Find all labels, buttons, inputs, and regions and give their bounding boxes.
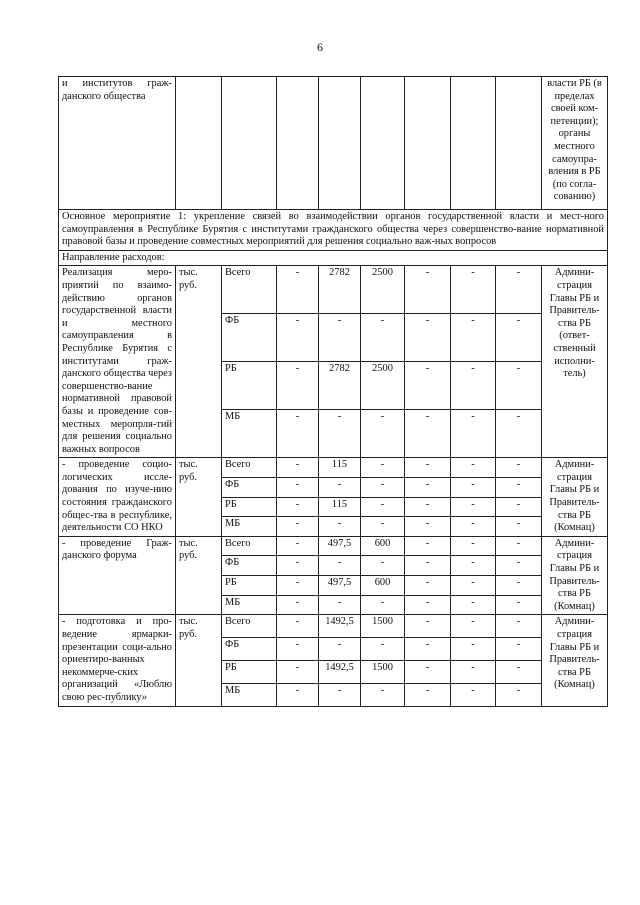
amount-cell: -: [361, 638, 405, 661]
amount-cell: -: [277, 638, 319, 661]
amount-cell: -: [496, 497, 542, 517]
program-table: [58, 76, 608, 707]
amount-cell: -: [496, 314, 542, 362]
funding-source: Всего: [222, 615, 277, 638]
amount-cell: -: [451, 266, 496, 314]
amount-cell: -: [405, 314, 451, 362]
amount-cell: -: [496, 660, 542, 683]
unit-label: тыс. руб.: [176, 615, 222, 706]
amount-cell: -: [496, 517, 542, 537]
empty-cell: [176, 77, 222, 210]
amount-cell: -: [277, 660, 319, 683]
event-description: - проведение социо-логических иссле-дования по изуче-нию состояния гражданского общес-тва в республике, деятельности СО НКО: [59, 458, 176, 537]
amount-cell: -: [319, 556, 361, 576]
funding-source: МБ: [222, 517, 277, 537]
page-number: 6: [317, 40, 323, 54]
amount-cell: -: [405, 660, 451, 683]
amount-cell: -: [451, 576, 496, 596]
funding-row: [59, 615, 608, 638]
amount-cell: -: [496, 362, 542, 410]
continuation-desc: и институтов граж-данского общества: [59, 77, 176, 210]
amount-cell: -: [451, 410, 496, 458]
amount-cell: -: [496, 458, 542, 478]
amount-cell: 115: [319, 458, 361, 478]
amount-cell: -: [451, 556, 496, 576]
funding-source: МБ: [222, 683, 277, 706]
unit-label: тыс. руб.: [176, 266, 222, 458]
amount-cell: -: [361, 497, 405, 517]
amount-cell: -: [451, 458, 496, 478]
empty-cell: [451, 77, 496, 210]
amount-cell: -: [319, 683, 361, 706]
continuation-executor: власти РБ (в пределах своей ком-петенции); органы местного самоупра-вления в РБ (по согла-сованию): [542, 77, 608, 210]
event-description: - проведение Граж-данского форума: [59, 536, 176, 615]
executor: Админи-страция Главы РБ и Правитель-ства РБ (ответ-ственный исполни-тель): [542, 266, 608, 458]
amount-cell: -: [405, 410, 451, 458]
amount-cell: -: [319, 314, 361, 362]
amount-cell: -: [361, 556, 405, 576]
amount-cell: -: [277, 536, 319, 556]
amount-cell: 1500: [361, 615, 405, 638]
amount-cell: -: [405, 536, 451, 556]
amount-cell: -: [277, 477, 319, 497]
direction-label: Направление расходов:: [59, 250, 608, 266]
main-event-text: Основное мероприятие 1: укрепление связей во взаимодействии органов государственной власти и мест-ного самоуправления в Республике Бурятия с институтами гражданского общества через совершенство-вание нормативной правовой базы и проведение совместных мероприятий для решения социально важ-ных вопросов: [59, 210, 608, 251]
funding-source: МБ: [222, 595, 277, 615]
amount-cell: 2500: [361, 362, 405, 410]
amount-cell: -: [277, 556, 319, 576]
amount-cell: -: [319, 477, 361, 497]
amount-cell: 497,5: [319, 576, 361, 596]
amount-cell: -: [451, 660, 496, 683]
amount-cell: 1492,5: [319, 660, 361, 683]
amount-cell: -: [405, 477, 451, 497]
continuation-row: [59, 77, 608, 210]
amount-cell: -: [451, 615, 496, 638]
amount-cell: -: [496, 477, 542, 497]
amount-cell: -: [405, 266, 451, 314]
funding-source: Всего: [222, 536, 277, 556]
amount-cell: -: [451, 362, 496, 410]
amount-cell: -: [405, 556, 451, 576]
amount-cell: -: [405, 683, 451, 706]
event-description: Реализация меро-приятий по взаимо-действию органов государственной власти и местного самоуправления в Республике Бурятия с институтами граж-данского общества через совершенство-вание нормативной правовой базы и проведение сов-местных меропрля-тий для решения социально важных вопросов: [59, 266, 176, 458]
amount-cell: -: [277, 517, 319, 537]
amount-cell: -: [496, 576, 542, 596]
amount-cell: 1500: [361, 660, 405, 683]
amount-cell: -: [451, 683, 496, 706]
amount-cell: 115: [319, 497, 361, 517]
amount-cell: 2782: [319, 362, 361, 410]
amount-cell: -: [451, 638, 496, 661]
amount-cell: -: [496, 410, 542, 458]
empty-cell: [405, 77, 451, 210]
amount-cell: -: [405, 615, 451, 638]
amount-cell: -: [405, 638, 451, 661]
funding-row: [59, 266, 608, 314]
funding-row: [59, 536, 608, 556]
amount-cell: -: [277, 314, 319, 362]
amount-cell: -: [451, 517, 496, 537]
amount-cell: 1492,5: [319, 615, 361, 638]
unit-label: тыс. руб.: [176, 458, 222, 537]
amount-cell: -: [451, 497, 496, 517]
amount-cell: -: [277, 595, 319, 615]
amount-cell: -: [361, 458, 405, 478]
amount-cell: -: [451, 536, 496, 556]
empty-cell: [496, 77, 542, 210]
main-event-row: [59, 210, 608, 251]
funding-source: РБ: [222, 660, 277, 683]
amount-cell: 497,5: [319, 536, 361, 556]
unit-label: тыс. руб.: [176, 536, 222, 615]
funding-source: Всего: [222, 266, 277, 314]
amount-cell: 600: [361, 576, 405, 596]
amount-cell: -: [361, 595, 405, 615]
amount-cell: -: [277, 458, 319, 478]
amount-cell: -: [405, 362, 451, 410]
amount-cell: -: [319, 595, 361, 615]
amount-cell: 2782: [319, 266, 361, 314]
empty-cell: [361, 77, 405, 210]
amount-cell: -: [277, 266, 319, 314]
direction-row: [59, 250, 608, 266]
amount-cell: -: [496, 595, 542, 615]
funding-source: ФБ: [222, 314, 277, 362]
amount-cell: -: [361, 517, 405, 537]
amount-cell: -: [361, 683, 405, 706]
funding-source: ФБ: [222, 477, 277, 497]
amount-cell: -: [361, 314, 405, 362]
executor: Админи-страция Главы РБ и Правитель-ства РБ (Комнац): [542, 536, 608, 615]
amount-cell: -: [319, 517, 361, 537]
empty-cell: [222, 77, 277, 210]
amount-cell: -: [496, 266, 542, 314]
funding-source: РБ: [222, 362, 277, 410]
amount-cell: -: [277, 615, 319, 638]
amount-cell: -: [451, 314, 496, 362]
amount-cell: -: [277, 410, 319, 458]
funding-source: РБ: [222, 576, 277, 596]
amount-cell: -: [496, 615, 542, 638]
amount-cell: -: [496, 536, 542, 556]
funding-source: МБ: [222, 410, 277, 458]
amount-cell: 600: [361, 536, 405, 556]
amount-cell: -: [496, 556, 542, 576]
amount-cell: -: [496, 638, 542, 661]
amount-cell: -: [319, 638, 361, 661]
event-description: - подготовка и про-ведение ярмарки-презентации соци-ально ориентиро-ванных некоммерче-ских организаций «Люблю свою рес-публику»: [59, 615, 176, 706]
amount-cell: -: [405, 595, 451, 615]
amount-cell: -: [405, 576, 451, 596]
amount-cell: -: [277, 362, 319, 410]
funding-source: ФБ: [222, 556, 277, 576]
empty-cell: [319, 77, 361, 210]
executor: Админи-страция Главы РБ и Правитель-ства РБ (Комнац): [542, 615, 608, 706]
funding-source: Всего: [222, 458, 277, 478]
amount-cell: -: [496, 683, 542, 706]
amount-cell: -: [277, 683, 319, 706]
amount-cell: -: [277, 576, 319, 596]
funding-source: ФБ: [222, 638, 277, 661]
amount-cell: -: [405, 517, 451, 537]
amount-cell: -: [451, 595, 496, 615]
table-body: [59, 77, 608, 707]
amount-cell: -: [277, 497, 319, 517]
amount-cell: -: [405, 497, 451, 517]
amount-cell: 2500: [361, 266, 405, 314]
amount-cell: -: [361, 410, 405, 458]
funding-source: РБ: [222, 497, 277, 517]
amount-cell: -: [361, 477, 405, 497]
amount-cell: -: [319, 410, 361, 458]
executor: Админи-страция Главы РБ и Правитель-ства РБ (Комнац): [542, 458, 608, 537]
amount-cell: -: [405, 458, 451, 478]
amount-cell: -: [451, 477, 496, 497]
empty-cell: [277, 77, 319, 210]
funding-row: [59, 458, 608, 478]
